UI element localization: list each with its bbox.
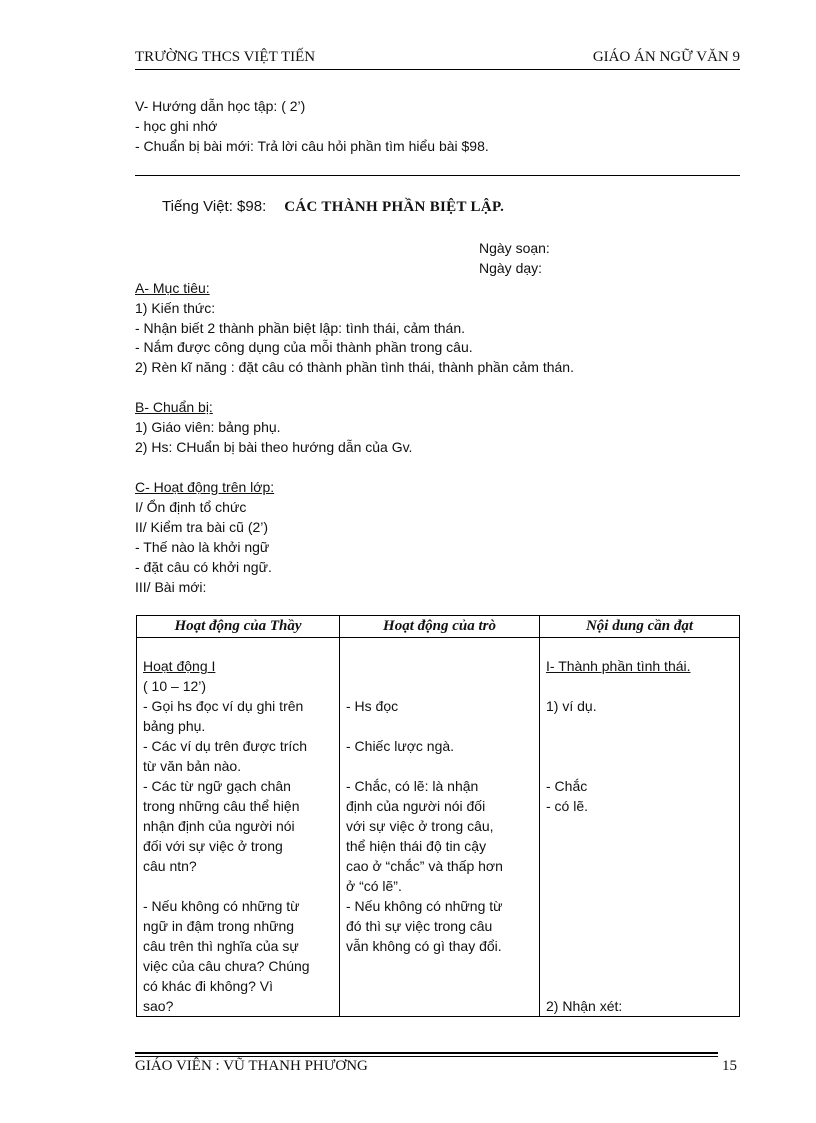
student-line: - Hs đọc xyxy=(346,698,399,714)
prep-date: Ngày soạn: xyxy=(479,240,550,256)
objectives-line: - Nắm được công dụng của mỗi thành phần trong câu. xyxy=(135,339,473,355)
student-line: - Chắc, có lẽ: là nhận xyxy=(346,778,479,794)
teacher-line: - Các ví dụ trên được trích xyxy=(143,738,308,754)
header-teacher: Hoạt động của Thầy xyxy=(137,616,340,638)
page-header xyxy=(135,49,740,69)
student-line: - Chiếc lược ngà. xyxy=(346,738,455,754)
student-line: thể hiện thái độ tin cậy xyxy=(346,838,487,854)
content-cell xyxy=(540,638,740,1017)
header-rule xyxy=(135,69,740,70)
activities-line: III/ Bài mới: xyxy=(135,579,207,595)
lesson-title-line xyxy=(162,198,504,216)
teacher-line: đối với sự việc ở trong xyxy=(143,838,283,854)
activity-title: Hoạt động I xyxy=(143,658,216,674)
teacher-line: ( 10 – 12’) xyxy=(143,678,207,694)
student-line: định của người nói đối xyxy=(346,798,486,814)
lesson-table xyxy=(136,615,740,1017)
objectives-line: 2) Rèn kĩ năng : đặt câu có thành phần tình thái, thành phần cảm thán. xyxy=(135,359,574,375)
teacher-line: có khác đi không? Vì xyxy=(143,978,273,994)
content-line: 1) ví dụ. xyxy=(546,698,597,714)
teacher-line: câu ntn? xyxy=(143,858,197,874)
activities-line: - Thế nào là khởi ngữ xyxy=(135,539,270,555)
objectives-line: 1) Kiến thức: xyxy=(135,300,216,316)
objectives-heading: A- Mục tiêu: xyxy=(135,280,210,296)
teacher-cell xyxy=(137,638,340,1017)
teacher-line: - Nếu không có những từ xyxy=(143,898,300,914)
lesson-title: CÁC THÀNH PHẦN BIỆT LẬP. xyxy=(284,199,505,215)
guide-item: - học ghi nhớ xyxy=(135,118,218,134)
section-divider xyxy=(135,175,740,176)
content-line: - Chắc xyxy=(546,778,588,794)
activities-line: - đặt câu có khởi ngữ. xyxy=(135,559,272,575)
header-content: Nội dung cần đạt xyxy=(540,616,740,638)
activities-heading: C- Hoạt động trên lớp: xyxy=(135,479,275,495)
teacher-line: sao? xyxy=(143,998,174,1014)
table-row xyxy=(137,638,740,1017)
teacher-line: - Các từ ngữ gạch chân xyxy=(143,778,291,794)
footer-rule xyxy=(135,1052,718,1054)
objectives-line: - Nhận biết 2 thành phần biệt lập: tình thái, cảm thán. xyxy=(135,320,465,336)
page-number: 15 xyxy=(722,1058,737,1074)
lesson-label: Tiếng Việt: $98: xyxy=(162,198,267,215)
teacher-line: trong những câu thể hiện xyxy=(143,798,300,814)
teach-date: Ngày dạy: xyxy=(479,260,543,276)
student-line: với sự việc ở trong câu, xyxy=(346,818,494,834)
guide-heading: V- Hướng dẫn học tập: ( 2’) xyxy=(135,98,306,114)
student-line: ở “có lẽ”. xyxy=(346,878,402,894)
preparation-line: 2) Hs: CHuẩn bị bài theo hướng dẫn của Gv. xyxy=(135,439,413,455)
table-header-row xyxy=(137,616,740,638)
preparation-heading: B- Chuẩn bị: xyxy=(135,399,213,415)
footer-rule xyxy=(135,1056,718,1057)
teacher-line: bảng phụ. xyxy=(143,718,206,734)
content-line: - có lẽ. xyxy=(546,798,589,814)
student-line: - Nếu không có những từ xyxy=(346,898,503,914)
student-line: vẫn không có gì thay đổi. xyxy=(346,938,502,954)
header-student: Hoạt động của trò xyxy=(340,616,540,638)
student-line: cao ở “chắc” và thấp hơn xyxy=(346,858,503,874)
teacher-line: việc của câu chưa? Chúng xyxy=(143,958,310,974)
teacher-line: nhận định của người nói xyxy=(143,818,295,834)
footer-teacher: GIÁO VIÊN : VŨ THANH PHƯƠNG xyxy=(135,1058,368,1074)
teacher-line: câu trên thì nghĩa của sự xyxy=(143,938,299,954)
subject-name: GIÁO ÁN NGỮ VĂN 9 xyxy=(592,49,740,65)
teacher-line: từ văn bản nào. xyxy=(143,758,242,774)
activities-line: II/ Kiểm tra bài cũ (2’) xyxy=(135,519,269,535)
guide-item: - Chuẩn bị bài mới: Trả lời câu hỏi phần tìm hiểu bài $98. xyxy=(135,138,489,154)
student-cell xyxy=(340,638,540,1017)
preparation-line: 1) Giáo viên: bảng phụ. xyxy=(135,419,281,435)
teacher-line: - Gọi hs đọc ví dụ ghi trên xyxy=(143,698,304,714)
content-line: 2) Nhận xét: xyxy=(546,998,623,1014)
teacher-line: ngữ in đậm trong những xyxy=(143,918,295,934)
content-section-title: I- Thành phần tình thái. xyxy=(546,658,691,674)
student-line: đó thì sự việc trong câu xyxy=(346,918,493,934)
school-name: TRƯỜNG THCS VIỆT TIẾN xyxy=(135,49,316,65)
activities-line: I/ Ổn định tổ chức xyxy=(135,499,247,515)
